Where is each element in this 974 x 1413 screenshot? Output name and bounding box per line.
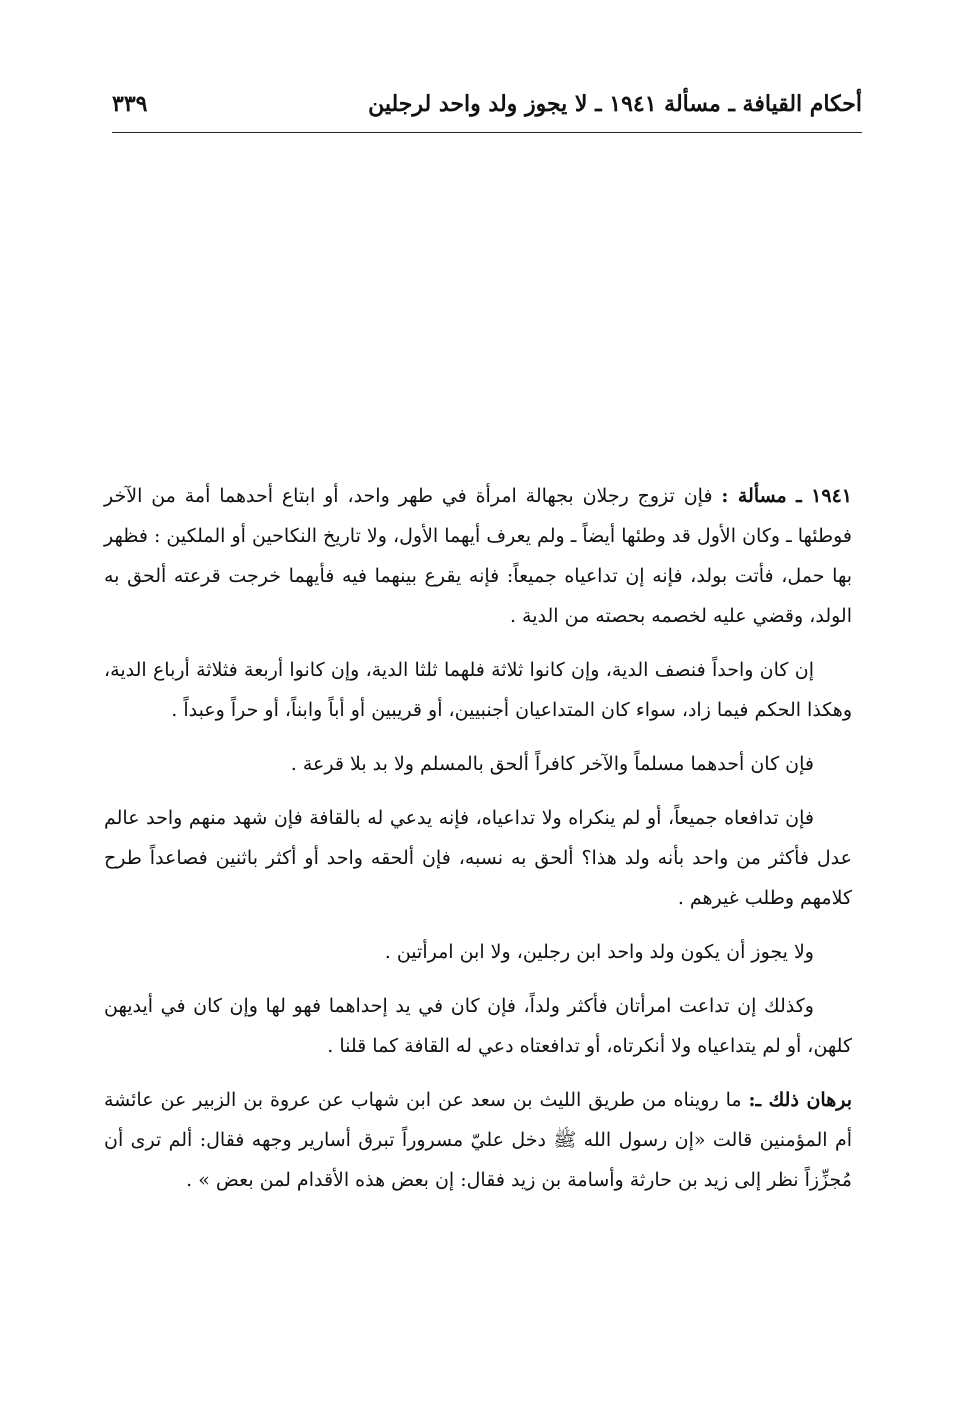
paragraph-text: فإن تدافعاه جميعاً، أو لم ينكراه ولا تداعياه، فإنه يدعي له بالقافة فإن شهد منهم واحد عالم عدل فأكثر من واحد بأنه ولد هذا؟ ألحق به نسبه، فإن ألحقه واحد أو أكثر باثنين فصاعداً طرح كلامهم وطلب غيرهم . <box>104 807 852 909</box>
paragraph-text: فإن كان أحدهما مسلماً والآخر كافراً ألحق بالمسلم ولا بد بلا قرعة . <box>290 753 814 775</box>
page-header <box>112 84 862 124</box>
paragraph-diya <box>104 650 852 730</box>
paragraph-text: ما رويناه من طريق الليث بن سعد عن ابن شهاب عن عروة بن الزبير عن عائشة أم المؤمنين قالت «إن رسول الله ﷺ دخل عليّ مسروراً تبرق أسارير وجهه فقال: ألم ترى أن مُجزِّزاً نظر إلى زيد بن حارثة وأسامة بن زيد فقال: إن بعض هذه الأقدام لمن بعض » . <box>104 1089 852 1191</box>
paragraph-text: فإن تزوج رجلان بجهالة امرأة في طهر واحد، أو ابتاع أحدهما أمة من الآخر فوطئها ـ وكان الأول قد وطئها أيضاً ـ ولم يعرف أيهما الأول، ولا تاريخ النكاحين أو الملكين : فظهر بها حمل، فأتت بولد، فإنه إن تداعياه جميعاً: فإنه يقرع بينهما فيه فأيهما خرجت قرعته ألحق به الولد، وقضي عليه لخصمه بحصته من الدية . <box>104 485 852 627</box>
paragraph-muslim <box>104 744 852 784</box>
header-rule <box>112 132 862 133</box>
paragraph-text: ولا يجوز أن يكون ولد واحد ابن رجلين، ولا ابن امرأتين . <box>384 941 814 963</box>
body-text <box>104 476 852 1214</box>
paragraph-issue-1941 <box>104 476 852 636</box>
page-number: ٣٣٩ <box>112 91 148 117</box>
running-title: أحكام القيافة ـ مسألة ١٩٤١ ـ لا يجوز ولد واحد لرجلين <box>368 91 862 117</box>
proof-heading: برهان ذلك ـ: <box>748 1089 853 1111</box>
paragraph-proof <box>104 1080 852 1200</box>
paragraph-text: وكذلك إن تداعت امرأتان فأكثر ولداً، فإن كان في يد إحداهما فهو لها وإن كان في أيديهن كلهن، أو لم يتداعياه ولا أنكرتاه، أو تدافعتاه دعي له القافة كما قلنا . <box>104 995 852 1057</box>
paragraph-two-men <box>104 932 852 972</box>
paragraph-text: إن كان واحداً فنصف الدية، وإن كانوا ثلاثة فلهما ثلثا الدية، وإن كانوا أربعة فثلاثة أرباع الدية، وهكذا الحكم فيما زاد، سواء كان المتداعيان أجنبيين، أو قريبين أو أباً وابناً، أو حراً وعبداً . <box>104 659 852 721</box>
issue-heading: ١٩٤١ ـ مسألة : <box>721 485 852 507</box>
paragraph-qafa <box>104 798 852 918</box>
paragraph-two-women <box>104 986 852 1066</box>
